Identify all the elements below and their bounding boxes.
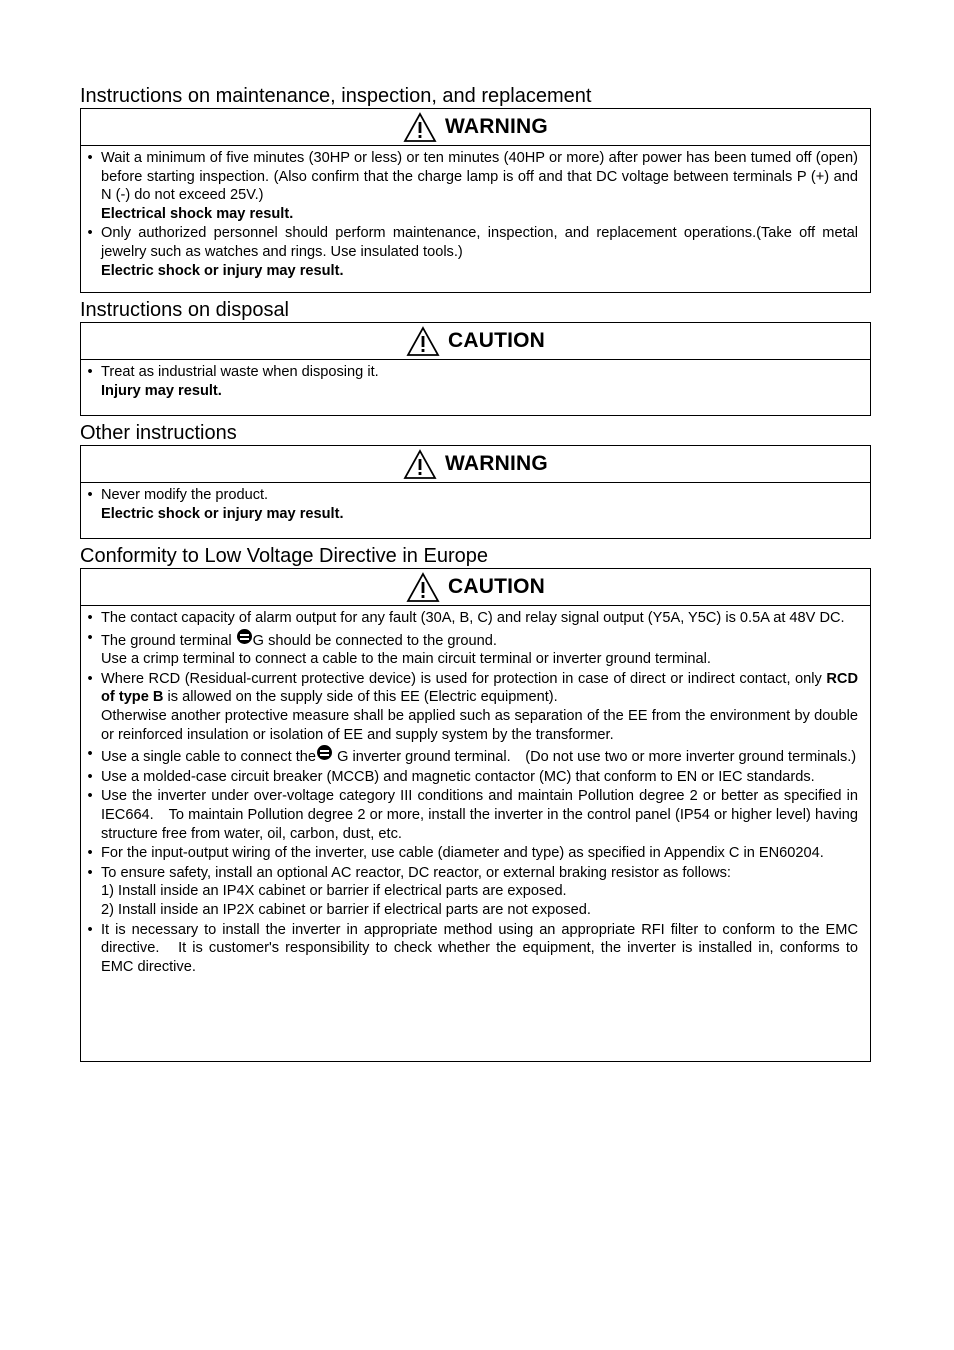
- list-item: [81, 609, 858, 628]
- caution-box-disposal: [80, 322, 871, 416]
- instruction-text: Never modify the product.: [101, 487, 269, 503]
- box-body: [81, 483, 870, 523]
- instruction-text: Use a single cable to connect the: [101, 749, 316, 766]
- list-item: [81, 844, 858, 863]
- box-header: [81, 446, 870, 483]
- box-body: [81, 146, 870, 280]
- bullet: •: [87, 921, 93, 938]
- bullet: •: [87, 225, 93, 242]
- box-body: [81, 606, 870, 976]
- instruction-text: Only authorized personnel should perform maintenance, inspection, and replacement operations.(Take off metal jewelry such as watches and rings. Use insulated tools.): [101, 225, 858, 260]
- bullet: •: [87, 746, 93, 763]
- list-item: [81, 864, 858, 920]
- document-page: [80, 84, 871, 1062]
- list-item: [81, 921, 858, 977]
- warning-triangle-icon: [406, 572, 440, 603]
- section-heading-lvd: Conformity to Low Voltage Directive in Europe: [80, 545, 488, 567]
- box-header: [81, 569, 870, 606]
- warning-triangle-icon: [403, 449, 437, 480]
- instruction-text: G should be connected to the ground.: [252, 632, 497, 649]
- instruction-list: [81, 486, 858, 523]
- warning-box-other: [80, 445, 871, 539]
- bullet: •: [87, 864, 93, 881]
- instruction-text: Use a molded-case circuit breaker (MCCB) and magnetic contactor (MC) that conform to EN or IEC standards.: [101, 768, 815, 785]
- bullet: •: [87, 845, 93, 862]
- instruction-text: is allowed on the supply side of this EE (Electric equipment).: [167, 689, 558, 706]
- instruction-line: [101, 745, 858, 767]
- instruction-text: To ensure safety, install an optional AC reactor, DC reactor, or external braking resistor as follows:: [101, 864, 731, 881]
- consequence-text: Electric shock or injury may result.: [101, 505, 344, 522]
- list-item: [81, 149, 858, 223]
- list-item: [81, 670, 858, 744]
- warning-triangle-icon: [406, 326, 440, 357]
- instruction-line: [101, 629, 858, 651]
- protective-ground-icon: [317, 745, 332, 760]
- instruction-text: It is necessary to install the inverter in appropriate method using an appropriate RFI filter to conform to the EMC directive. It is customer's responsibility to check whether the equipment, the inverter is installed in, conforms to EMC directive.: [101, 921, 858, 975]
- instruction-text: Treat as industrial waste when disposing it.: [101, 364, 379, 380]
- instruction-text: 1) Install inside an IP4X cabinet or barrier if electrical parts are exposed.: [101, 883, 567, 900]
- signal-word: WARNING: [445, 115, 548, 138]
- rcd-type-b-text: RCD of type B: [101, 670, 858, 706]
- warning-box-maintenance: [80, 108, 871, 293]
- instruction-text: Use a crimp terminal to connect a cable to the main circuit terminal or inverter ground terminal.: [101, 651, 711, 668]
- list-item: [81, 787, 858, 843]
- instruction-text: Where RCD (Residual-current protective device) is used for protection in case of direct or indirect contact, only: [101, 670, 822, 687]
- bullet: •: [87, 788, 93, 805]
- signal-word: CAUTION: [447, 329, 546, 352]
- instruction-list: [81, 149, 858, 280]
- instruction-list: [81, 609, 858, 976]
- box-header: [81, 323, 870, 360]
- signal-word: WARNING: [445, 452, 548, 475]
- protective-ground-icon: [237, 629, 252, 644]
- consequence-text: Electric shock or injury may result.: [101, 262, 344, 279]
- instruction-text: For the input-output wiring of the inverter, use cable (diameter and type) as specified in Appendix C in EN60204.: [101, 845, 824, 862]
- instruction-text: Otherwise another protective measure shall be applied such as separation of the EE from the environment by double or reinforced insulation or isolation of EE and supply system by the transformer.: [101, 707, 858, 743]
- bullet: •: [87, 768, 93, 785]
- bullet: •: [87, 150, 93, 166]
- instruction-text: Use the inverter under over-voltage category III conditions and maintain Pollution degree 2 or better as specified in IEC664. To maintain Pollution degree 2 or more, install the inverter in the control panel (IP54 or higher level) having structure free from water, oil, carbon, dust, etc.: [101, 788, 858, 842]
- instruction-text: The contact capacity of alarm output for any fault (30A, B, C) and relay signal output (Y5A, Y5C) is 0.5A at 48V DC.: [101, 610, 845, 626]
- box-header: [81, 109, 870, 146]
- instruction-text: G inverter ground terminal. (Do not use two or more inverter ground terminals.): [337, 749, 857, 766]
- list-item: [81, 745, 858, 767]
- instruction-text: 2) Install inside an IP2X cabinet or barrier if electrical parts are not exposed.: [101, 901, 591, 918]
- instruction-line: [101, 670, 858, 707]
- list-item: [81, 486, 858, 523]
- section-heading-disposal: Instructions on disposal: [80, 299, 290, 321]
- bullet: •: [87, 487, 93, 503]
- box-body: [81, 360, 870, 400]
- instruction-text: Wait a minimum of five minutes (30HP or less) or ten minutes (40HP or more) after power has been tumed off (open) before starting inspection. (Also confirm that the charge lamp is off and that DC voltage between terminals P (+) and N (-) do not exceed 25V.): [101, 150, 858, 204]
- list-item: [81, 629, 858, 669]
- bullet: •: [87, 364, 93, 380]
- section-heading-other: Other instructions: [80, 422, 237, 444]
- section-heading-maintenance: Instructions on maintenance, inspection, and replacement: [80, 85, 592, 107]
- consequence-text: Electrical shock may result.: [101, 205, 294, 222]
- consequence-text: Injury may result.: [101, 382, 222, 399]
- caution-box-lvd: [80, 568, 871, 1062]
- instruction-list: [81, 363, 858, 400]
- instruction-text: The ground terminal: [101, 632, 232, 649]
- list-item: [81, 363, 858, 400]
- signal-word: CAUTION: [447, 575, 546, 598]
- bullet: •: [87, 629, 93, 646]
- bullet: •: [87, 610, 93, 626]
- bullet: •: [87, 670, 93, 687]
- list-item: [81, 768, 858, 787]
- warning-triangle-icon: [403, 112, 437, 143]
- list-item: [81, 224, 858, 280]
